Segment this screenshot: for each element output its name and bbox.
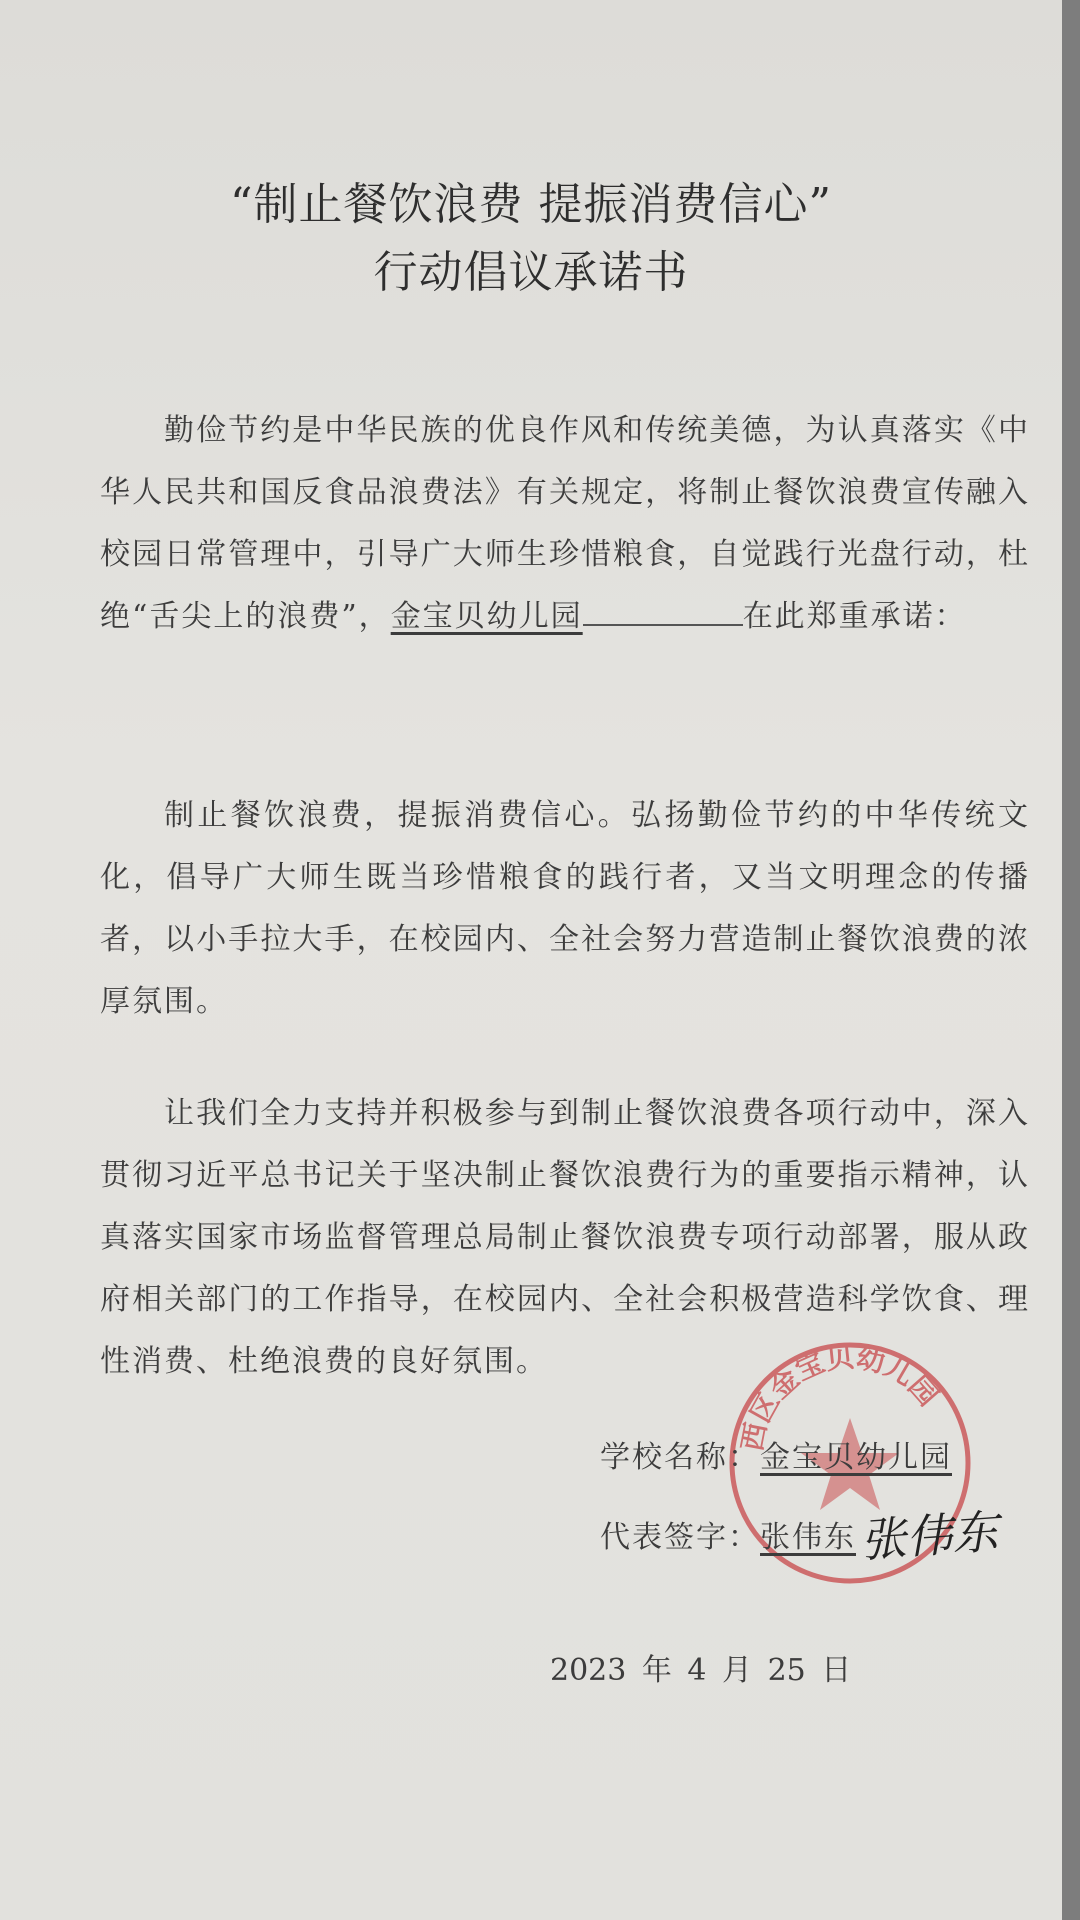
school-name-fill: 金宝贝幼儿园 — [390, 599, 583, 634]
underline-blank — [583, 594, 743, 626]
paragraph-pledge: 制止餐饮浪费，提振消费信心。弘扬勤俭节约的中华传统文化，倡导广大师生既当珍惜粮食的践行者，又当文明理念的传播者，以小手拉大手，在校园内、全社会努力营造制止餐饮浪费的浓厚氛围。 — [100, 798, 1030, 1019]
photo-edge — [1062, 0, 1080, 1920]
seal-text: 西区金宝贝幼儿园 — [735, 1340, 945, 1454]
document-subtitle: 行动倡议承诺书 — [373, 247, 689, 298]
rep-label: 代表签字： — [600, 1520, 760, 1555]
rep-value: 张伟东 — [760, 1520, 856, 1555]
paragraph-intro — [100, 400, 1030, 648]
school-label: 学校名称： — [600, 1440, 760, 1475]
paragraph-action: 让我们全力支持并积极参与到制止餐饮浪费各项行动中，深入贯彻习近平总书记关于坚决制止餐饮浪费行为的重要指示精神，认真落实国家市场监督管理总局制止餐饮浪费专项行动部署，服从政府相关部门的工作指导，在校园内、全社会积极营造科学饮食、理性消费、杜绝浪费的良好氛围。 — [100, 1096, 1030, 1379]
intro-text: 勤俭节约是中华民族的优良作风和传统美德，为认真落实《中华人民共和国反食品浪费法》有关规定，将制止餐饮浪费宣传融入校园日常管理中，引导广大师生珍惜粮食，自觉践行光盘行动，杜绝“舌尖上的浪费”， — [100, 413, 1030, 634]
school-value: 金宝贝幼儿园 — [760, 1440, 952, 1475]
school-name-row — [600, 1432, 952, 1476]
handwritten-signature: 张伟东 — [858, 1504, 1000, 1568]
document-title: “制止餐饮浪费 提振消费信心” — [230, 179, 832, 230]
representative-row — [600, 1512, 856, 1556]
document-date: 2023 年 4 月 25 日 — [550, 1653, 852, 1688]
intro-text-end: 在此郑重承诺： — [742, 599, 967, 634]
